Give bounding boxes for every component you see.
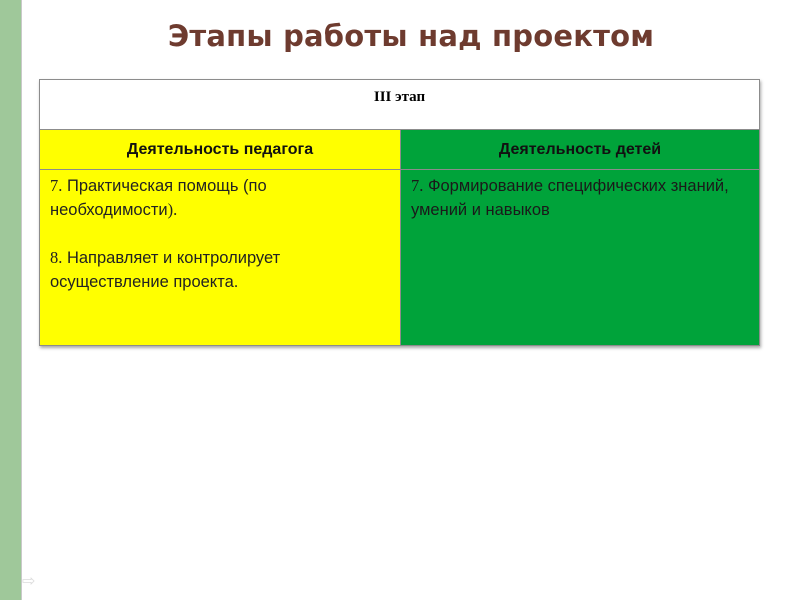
children-column-header: Деятельность детей [401,130,760,170]
teacher-item-7-number: 7. [50,176,63,195]
children-item-7 [411,174,751,222]
stage-header-cell [40,80,760,130]
stage-table [39,79,760,346]
teacher-activity-cell [40,170,401,346]
teacher-column-header: Деятельность педагога [40,130,401,170]
teacher-item-7-text: Практическая помощь (по необходимости [50,177,267,219]
stage-header-row [40,80,760,130]
teacher-item-8-number: 8. [50,248,63,267]
children-item-7-text: Формирование специфических знаний, умений и навыков [411,177,729,219]
side-accent-strip [0,0,21,600]
teacher-item-8-text: Направляет и контролирует осуществление проекта. [50,249,281,291]
teacher-item-8 [50,246,392,294]
side-strip-edge [21,0,22,600]
activity-row [40,170,760,346]
column-header-row [40,130,760,170]
stage-header-label: III этап [373,89,426,105]
arrow-right-icon[interactable]: ⇨ [22,571,36,590]
teacher-item-7-suffix: ). [167,200,178,219]
slide-title: Этапы работы над проектом [167,19,655,53]
children-item-7-number: 7. [411,176,424,195]
teacher-item-7 [50,174,392,222]
children-activity-cell [401,170,760,346]
